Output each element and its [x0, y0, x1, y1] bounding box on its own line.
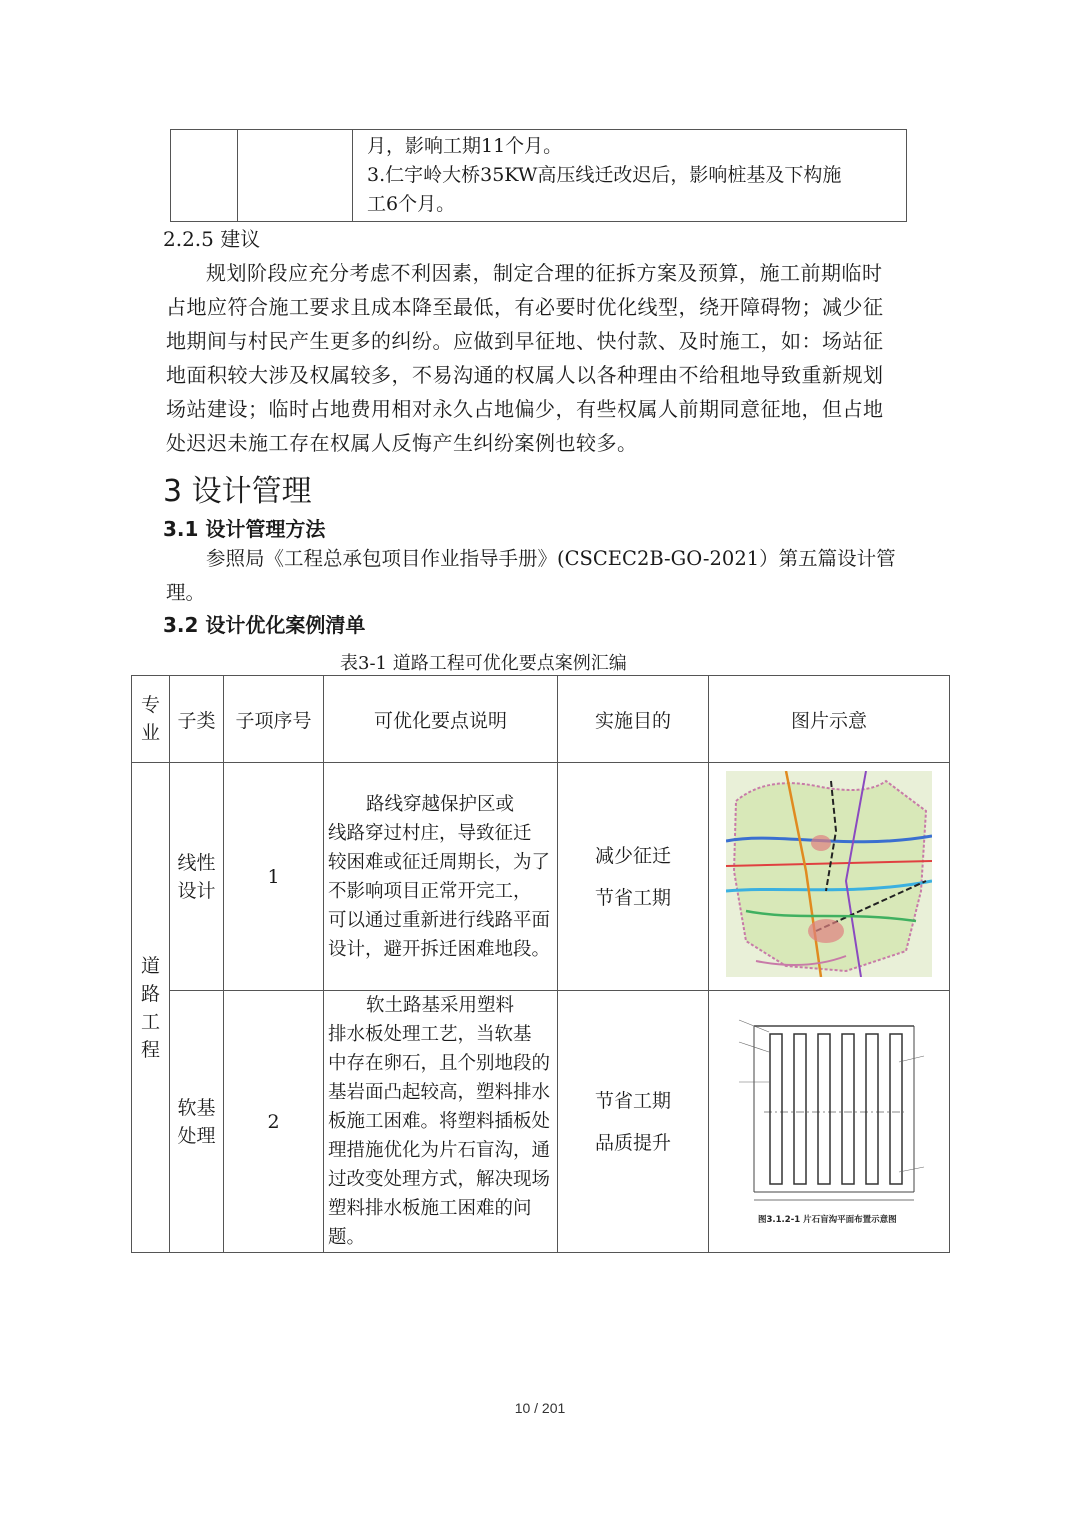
section-2-2-5-paragraph	[166, 256, 918, 460]
description-line: 塑料排水板施工困难的问	[328, 1198, 532, 1219]
purpose-cell	[558, 991, 709, 1253]
continuation-cell-empty-2	[238, 130, 353, 222]
continuation-line: 3.仁宇岭大桥35KW高压线迁改迟后，影响桩基及下构施	[367, 164, 842, 186]
route-map-image	[726, 771, 932, 977]
description-line: 板施工困难。将塑料插板处	[328, 1111, 551, 1132]
continuation-cell-empty-1	[171, 130, 238, 222]
drain-layout-image-cell	[709, 991, 950, 1253]
description-line: 较困难或征迁周期长，为了	[328, 851, 551, 873]
paragraph-line: 参照局《工程总承包项目作业指导手册》(CSCEC2B-GO-2021）第五篇设计管	[206, 547, 896, 570]
description-line: 理措施优化为片石盲沟，通	[328, 1140, 551, 1161]
paragraph-line: 处迟迟未施工存在权属人反悔产生纠纷案例也较多。	[166, 431, 638, 455]
header-purpose: 实施目的	[558, 676, 709, 763]
description-line: 线路穿过村庄，导致征迁	[328, 822, 532, 844]
paragraph-line: 占地应符合施工要求且成本降至最低，有必要时优化线型，绕开障碍物；减少征	[166, 295, 884, 319]
table-caption: 表3-1 道路工程可优化要点案例汇编	[340, 653, 627, 674]
paragraph-line: 规划阶段应充分考虑不利因素，制定合理的征拆方案及预算，施工前期临时	[206, 261, 883, 285]
header-sub-no: 子项序号	[224, 676, 324, 763]
continuation-line: 工6个月。	[367, 193, 456, 215]
major-char: 程	[140, 1038, 160, 1061]
sub-no-cell: 2	[224, 991, 324, 1253]
paragraph-line: 地期间与村民产生更多的纠纷。应做到早征地、快付款、及时施工，如：场站征	[166, 329, 884, 353]
section-3-1-paragraph	[166, 542, 918, 610]
description-line: 软土路基采用塑料	[366, 995, 515, 1016]
paragraph-line: 地面积较大涉及权属较多，不易沟通的权属人以各种理由不给租地导致重新规划	[166, 363, 884, 387]
major-cell	[132, 763, 170, 1253]
subclass-cell	[170, 991, 224, 1253]
header-image: 图片示意	[709, 676, 950, 763]
table-row	[132, 991, 950, 1253]
description-cell	[324, 763, 558, 991]
table-header-row	[132, 676, 950, 763]
purpose-text: 减少征迁	[594, 844, 671, 867]
description-line: 中存在卵石，且个别地段的	[328, 1053, 551, 1074]
drain-layout-diagram	[724, 1012, 934, 1226]
header-description: 可优化要点说明	[324, 676, 558, 763]
table-row	[132, 763, 950, 991]
header-subclass: 子类	[170, 676, 224, 763]
figure-caption: 图3.1.2-1 片石盲沟平面布置示意图	[758, 1215, 897, 1225]
subclass-text: 软基	[177, 1096, 216, 1119]
continuation-table	[170, 129, 907, 222]
route-map-image-cell	[709, 763, 950, 991]
purpose-text: 节省工期	[594, 886, 671, 909]
continuation-line: 月，影响工期11个月。	[367, 135, 563, 157]
major-char: 工	[140, 1010, 160, 1033]
section-2-2-5-heading: 2.2.5 建议	[163, 227, 261, 251]
description-line: 排水板处理工艺，当软基	[328, 1024, 532, 1045]
subclass-text: 设计	[177, 879, 216, 902]
description-line: 可以通过重新进行线路平面	[328, 909, 551, 931]
purpose-text: 节省工期	[594, 1089, 671, 1112]
paragraph-line: 场站建设；临时占地费用相对永久占地偏少，有些权属人前期同意征地，但占地	[166, 397, 884, 421]
header-major-char: 业	[140, 722, 160, 744]
continuation-cell-text	[353, 130, 907, 222]
optimization-cases-table	[131, 675, 950, 1253]
description-line: 设计，避开拆迁困难地段。	[328, 938, 551, 960]
header-major	[132, 676, 170, 763]
description-line: 不影响项目正常开完工，	[328, 880, 532, 902]
description-line: 路线穿越保护区或	[366, 793, 515, 815]
purpose-cell	[558, 763, 709, 991]
purpose-text: 品质提升	[594, 1131, 671, 1154]
major-char: 道	[140, 954, 160, 977]
section-3-1-heading: 3.1 设计管理方法	[163, 517, 326, 541]
subclass-cell	[170, 763, 224, 991]
description-line: 过改变处理方式，解决现场	[328, 1169, 551, 1190]
header-major-char: 专	[140, 694, 160, 716]
major-char: 路	[140, 982, 160, 1005]
section-3-2-heading: 3.2 设计优化案例清单	[163, 613, 366, 637]
page-number: 10 / 201	[514, 1400, 566, 1416]
description-cell	[324, 991, 558, 1253]
paragraph-line: 理。	[166, 581, 206, 604]
sub-no-cell: 1	[224, 763, 324, 991]
subclass-text: 线性	[177, 851, 216, 874]
description-line: 基岩面凸起较高，塑料排水	[328, 1082, 551, 1103]
description-line: 题。	[328, 1227, 366, 1248]
section-3-heading: 3 设计管理	[163, 474, 312, 509]
subclass-text: 处理	[177, 1124, 216, 1147]
